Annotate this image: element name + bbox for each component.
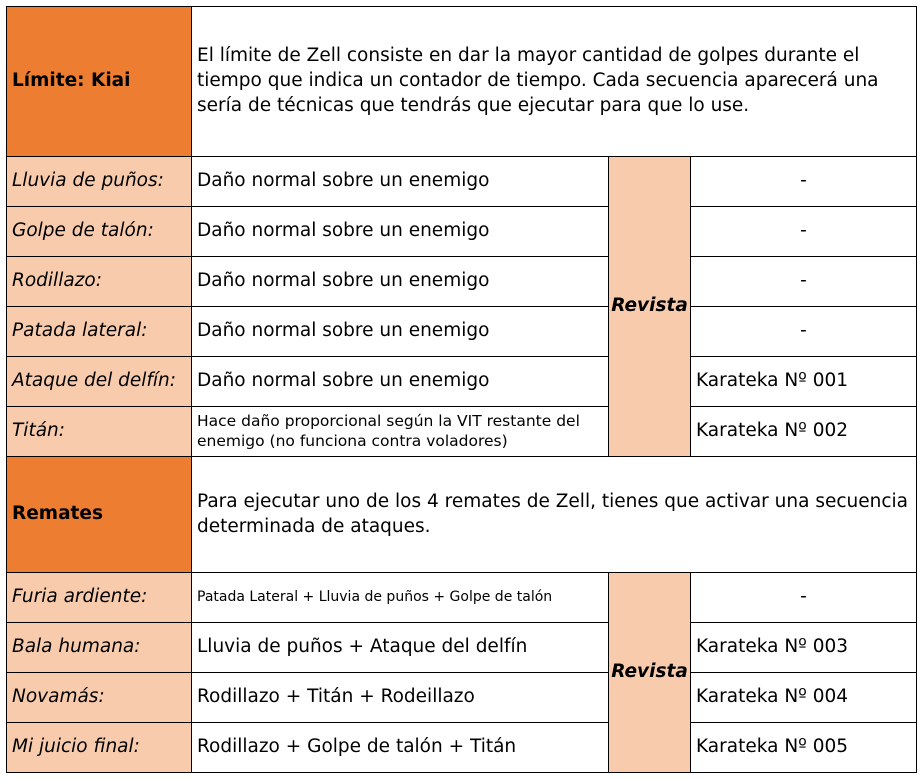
- limit-breaks-table: [6, 6, 917, 773]
- technique-description: Daño normal sobre un enemigo: [192, 357, 609, 407]
- finisher-name: Furia ardiente:: [7, 573, 192, 623]
- section-intro-kiai: El límite de Zell consiste en dar la mayor cantidad de golpes durante el tiempo que indica un contador de tiempo. Cada secuencia aparecerá una sería de técnicas que tendrás que ejecutar para que lo use.: [192, 7, 917, 157]
- finisher-unlock: Karateka Nº 004: [691, 673, 917, 723]
- technique-unlock: Karateka Nº 002: [691, 407, 917, 457]
- technique-name: Lluvia de puños:: [7, 157, 192, 207]
- table-row: [7, 157, 917, 207]
- finisher-name: Bala humana:: [7, 623, 192, 673]
- technique-description: Daño normal sobre un enemigo: [192, 157, 609, 207]
- finisher-unlock: Karateka Nº 003: [691, 623, 917, 673]
- section-title-kiai: Límite: Kiai: [7, 7, 192, 157]
- finisher-sequence: Rodillazo + Golpe de talón + Titán: [192, 723, 609, 773]
- technique-name: Patada lateral:: [7, 307, 192, 357]
- technique-name: Titán:: [7, 407, 192, 457]
- technique-description: Daño normal sobre un enemigo: [192, 307, 609, 357]
- table-row: [7, 623, 917, 673]
- finisher-unlock: -: [691, 573, 917, 623]
- table-row: [7, 257, 917, 307]
- technique-name: Ataque del delfín:: [7, 357, 192, 407]
- technique-unlock: Karateka Nº 001: [691, 357, 917, 407]
- technique-description: Hace daño proporcional según la VIT restante del enemigo (no funciona contra voladores): [192, 407, 609, 457]
- technique-description: Daño normal sobre un enemigo: [192, 207, 609, 257]
- section-title-remates: Remates: [7, 457, 192, 573]
- technique-unlock: -: [691, 307, 917, 357]
- table-row: [7, 673, 917, 723]
- finisher-unlock: Karateka Nº 005: [691, 723, 917, 773]
- technique-unlock: -: [691, 157, 917, 207]
- section-header-row: [7, 7, 917, 157]
- technique-name: Rodillazo:: [7, 257, 192, 307]
- table-row: [7, 207, 917, 257]
- source-cell: Revista: [609, 157, 691, 457]
- technique-unlock: -: [691, 207, 917, 257]
- table-row: [7, 357, 917, 407]
- technique-description: Daño normal sobre un enemigo: [192, 257, 609, 307]
- section-header-row: [7, 457, 917, 573]
- technique-unlock: -: [691, 257, 917, 307]
- finisher-sequence: Lluvia de puños + Ataque del delfín: [192, 623, 609, 673]
- finisher-sequence: Rodillazo + Titán + Rodeillazo: [192, 673, 609, 723]
- finisher-name: Mi juicio final:: [7, 723, 192, 773]
- source-cell: Revista: [609, 573, 691, 773]
- table-row: [7, 307, 917, 357]
- finisher-name: Novamás:: [7, 673, 192, 723]
- section-intro-remates: Para ejecutar uno de los 4 remates de Zell, tienes que activar una secuencia determinada de ataques.: [192, 457, 917, 573]
- table-row: [7, 723, 917, 773]
- finisher-sequence: Patada Lateral + Lluvia de puños + Golpe de talón: [192, 573, 609, 623]
- table-row: [7, 573, 917, 623]
- technique-name: Golpe de talón:: [7, 207, 192, 257]
- table-row: [7, 407, 917, 457]
